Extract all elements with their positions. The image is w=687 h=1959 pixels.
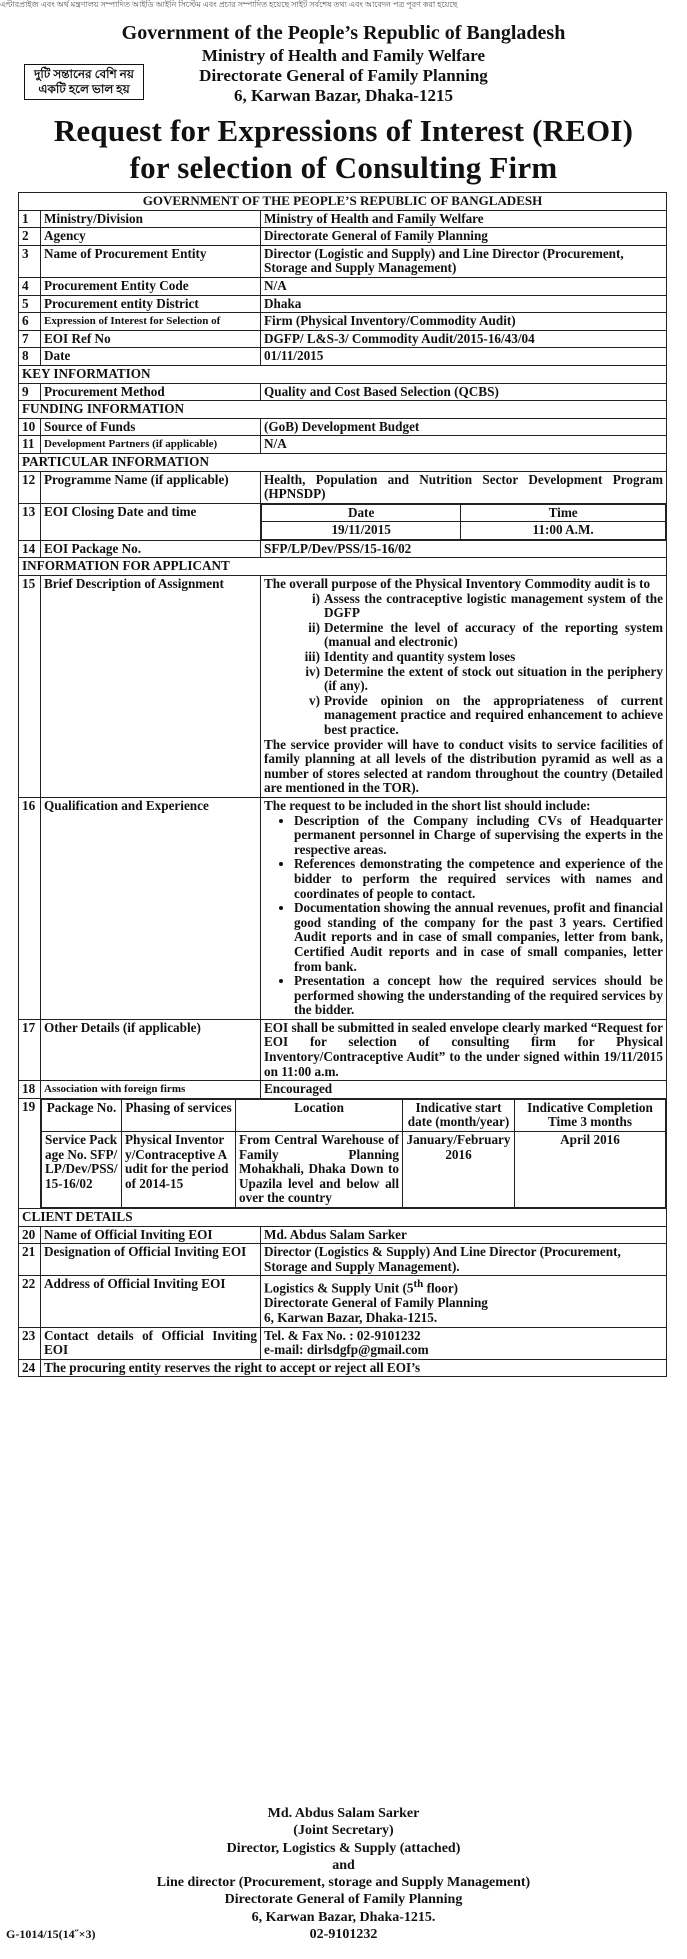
list-item — [309, 692, 663, 738]
row-label: Brief Description of Assignment — [41, 576, 261, 798]
tel-fax: Tel. & Fax No. : 02-9101232 — [264, 1327, 421, 1343]
table-row — [19, 1327, 667, 1359]
start-date-heading: Indicative start date (month/year) — [403, 1099, 515, 1131]
signatory-name: Md. Abdus Salam Sarker — [267, 1806, 420, 1821]
contact-cell — [261, 1327, 667, 1359]
address-line-1-text: Logistics & Supply Unit (5 — [264, 1280, 414, 1296]
row-number: 3 — [19, 245, 41, 277]
slogan-line-1: দুটি সন্তানের বেশি নয় — [34, 67, 134, 81]
phasing-heading: Phasing of services — [122, 1099, 236, 1131]
ministry-name: Ministry of Health and Family Welfare — [201, 46, 486, 65]
row-number: 4 — [19, 277, 41, 295]
list-item-text: Determine the extent of stock out situation in the periphery (if any). — [324, 663, 663, 694]
row-number: 15 — [19, 576, 41, 798]
section-heading: PARTICULAR INFORMATION — [19, 453, 667, 471]
list-item-number: iii) — [304, 649, 320, 665]
list-item — [311, 590, 663, 621]
package-no-heading: Package No. — [42, 1099, 122, 1131]
address-cell — [261, 1276, 667, 1327]
table-row — [19, 330, 667, 348]
row-number: 17 — [19, 1019, 41, 1080]
row-number: 21 — [19, 1244, 41, 1276]
list-item: • Description of the Company including CVs of Headquarter permanent personnel in Charge of supervising the experts in the respective areas. — [294, 814, 663, 858]
address-line-1 — [264, 1277, 663, 1296]
gov-header-cell: GOVERNMENT OF THE PEOPLE’S REPUBLIC OF BANGLADESH — [19, 193, 667, 211]
address-line-1-end: floor) — [423, 1280, 459, 1296]
table-row — [19, 348, 667, 366]
table-row — [19, 313, 667, 331]
assignment-objectives-list — [264, 592, 663, 738]
row-label: Expression of Interest for Selection of — [41, 313, 261, 331]
table-row — [19, 503, 667, 540]
completion-value: April 2016 — [515, 1132, 666, 1208]
row-value: Firm (Physical Inventory/Commodity Audit) — [261, 313, 667, 331]
row-number: 14 — [19, 540, 41, 558]
row-label: EOI Package No. — [41, 540, 261, 558]
row-value: Health, Population and Nutrition Sector Development Program (HPNSDP) — [261, 471, 667, 503]
family-planning-slogan-box — [24, 64, 144, 100]
row-value: N/A — [261, 436, 667, 454]
qualification-intro: The request to be included in the short list should include: — [264, 797, 591, 813]
row-label: Date — [41, 348, 261, 366]
row-number: 9 — [19, 383, 41, 401]
row-label: Source of Funds — [41, 418, 261, 436]
table-row — [19, 295, 667, 313]
section-heading-row — [19, 401, 667, 419]
list-item-number: v) — [309, 692, 320, 708]
email: e-mail: dirlsdgfp@gmail.com — [264, 1342, 429, 1358]
row-value: Directorate General of Family Planning — [261, 228, 667, 246]
row-number: 8 — [19, 348, 41, 366]
top-strip-text: এন্টারপ্রাইজ এবং অর্থ মন্ত্রণালয় সম্পাদিত আইডি আইনি সিস্টেম এবং প্রচার সম্পাদিত হয়েছে সাইট সর্বশেষ তথ্য এবং আবেদন পত্র পূরণ করা হয়েছে — [0, 0, 458, 9]
row-number: 16 — [19, 797, 41, 1019]
table-row — [19, 1019, 667, 1080]
section-heading: FUNDING INFORMATION — [19, 401, 667, 419]
row-value: SFP/LP/Dev/PSS/15-16/02 — [261, 540, 667, 558]
government-name: Government of the People’s Republic of Bangladesh — [121, 22, 566, 44]
location-heading: Location — [236, 1099, 403, 1131]
row-number: 11 — [19, 436, 41, 454]
row-label: Ministry/Division — [41, 210, 261, 228]
row-label: Development Partners (if applicable) — [41, 436, 261, 454]
table-row — [19, 436, 667, 454]
package-no-value: Service Package No. SFP/LP/Dev/PSS/15-16/02 — [42, 1132, 122, 1208]
row-label: Association with foreign firms — [41, 1081, 261, 1099]
floor-superscript: th — [413, 1278, 424, 1291]
assignment-intro: The overall purpose of the Physical Inventory Commodity audit is to — [264, 576, 651, 592]
location-value: From Central Warehouse of Family Planning Mohakhali, Dhaka Down to Upazila level and below all over the country — [236, 1132, 403, 1208]
signatory-rank: (Joint Secretary) — [293, 1823, 394, 1839]
row-value: Director (Logistic and Supply) and Line Director (Procurement, Storage and Supply Management) — [261, 245, 667, 277]
time-heading: Time — [461, 504, 666, 522]
closing-date-time-cell — [261, 503, 667, 540]
row-number: 23 — [19, 1327, 41, 1359]
row-number: 6 — [19, 313, 41, 331]
phasing-value: Physical Inventory/Contraceptive Audit for the period of 2014-15 — [122, 1132, 236, 1208]
row-number: 1 — [19, 210, 41, 228]
section-heading: KEY INFORMATION — [19, 365, 667, 383]
row-value: Ministry of Health and Family Welfare — [261, 210, 667, 228]
table-row — [19, 540, 667, 558]
section-heading: CLIENT DETAILS — [19, 1209, 667, 1227]
row-value: (GoB) Development Budget — [261, 418, 667, 436]
row-value: Quality and Cost Based Selection (QCBS) — [261, 383, 667, 401]
row-value: Director (Logistics & Supply) And Line Director (Procurement, Storage and Supply Management). — [261, 1244, 667, 1276]
table-row — [19, 1359, 667, 1377]
list-item-text: Identity and quantity system loses — [324, 649, 516, 665]
table-row — [19, 1276, 667, 1327]
list-item: • Documentation showing the annual revenues, profit and financial good standing of the company for the past 3 years. Certified Audit reports and in case of small companies, letter from bank, Certified Audit reports and in case of small companies, letter from bank. — [294, 901, 663, 974]
table-row — [19, 1244, 667, 1276]
row-label: Name of Official Inviting EOI — [41, 1226, 261, 1244]
row-number: 22 — [19, 1276, 41, 1327]
row-number: 7 — [19, 330, 41, 348]
directorate-address: 6, Karwan Bazar, Dhaka-1215 — [234, 86, 453, 105]
row-number: 20 — [19, 1226, 41, 1244]
row-label: Procurement entity District — [41, 295, 261, 313]
signatory-designation: Director, Logistics & Supply (attached) — [226, 1840, 461, 1856]
table-row — [19, 576, 667, 798]
table-row — [19, 471, 667, 503]
table-row — [19, 228, 667, 246]
list-item: • References demonstrating the competence and experience of the bidder to perform the required services with names and coordinates of people to contact. — [294, 857, 663, 901]
row-label: Address of Official Inviting EOI — [41, 1276, 261, 1327]
list-item-text: Determine the level of accuracy of the reporting system (manual and electronic) — [324, 619, 663, 650]
row-value: Md. Abdus Salam Sarker — [261, 1226, 667, 1244]
section-heading-row — [19, 1209, 667, 1227]
list-item-text: Provide opinion on the appropriateness of current management practice and required enhancement to achieve best practice. — [324, 692, 663, 737]
table-row — [19, 210, 667, 228]
slogan-line-2: একটি হলে ভাল হয় — [38, 82, 130, 96]
row-label: Agency — [41, 228, 261, 246]
table-row — [19, 1081, 667, 1099]
signatory-address: 6, Karwan Bazar, Dhaka-1215. — [251, 1909, 436, 1925]
completion-heading: Indicative Completion Time 3 months — [515, 1099, 666, 1131]
qualification-cell — [261, 797, 667, 1019]
package-schedule-cell — [41, 1098, 667, 1208]
row-label: Programme Name (if applicable) — [41, 471, 261, 503]
list-item: • Presentation a concept how the required services should be performed showing the understanding of the required services by the bidder. — [294, 974, 663, 1018]
list-item — [305, 663, 663, 694]
row-number: 19 — [19, 1098, 41, 1208]
closing-date-time-table — [261, 504, 666, 540]
section-heading-row — [19, 558, 667, 576]
signatory-and: and — [332, 1857, 355, 1873]
row-number: 13 — [19, 503, 41, 540]
table-row — [19, 797, 667, 1019]
row-label: EOI Closing Date and time — [41, 503, 261, 540]
list-item-text: Assess the contraceptive logistic management system of the DGFP — [324, 590, 663, 621]
list-item-number: i) — [311, 590, 320, 606]
row-value: Encouraged — [261, 1081, 667, 1099]
row-value: DGFP/ L&S-3/ Commodity Audit/2015-16/43/04 — [261, 330, 667, 348]
row-label: Qualification and Experience — [41, 797, 261, 1019]
row-label: Contact details of Official Inviting EOI — [41, 1327, 261, 1359]
table-row — [19, 277, 667, 295]
list-item — [304, 649, 663, 665]
address-line-3: 6, Karwan Bazar, Dhaka-1215. — [264, 1309, 438, 1325]
row-value: 01/11/2015 — [261, 348, 667, 366]
qualification-list — [264, 814, 663, 1018]
row-label: Procurement Entity Code — [41, 277, 261, 295]
section-heading-row — [19, 453, 667, 471]
row-value: Dhaka — [261, 295, 667, 313]
row-label: Procurement Method — [41, 383, 261, 401]
row-number: 12 — [19, 471, 41, 503]
directorate-name: Directorate General of Family Planning — [199, 66, 488, 85]
row-value: N/A — [261, 277, 667, 295]
assignment-outro: The service provider will have to conduct visits to service facilities of family planning at all levels of the distribution pyramid as well as a number of stores selected at random throughout the country (Detailed are mentioned in the TOR). — [264, 736, 663, 796]
reservation-statement: The procuring entity reserves the right to accept or reject all EOI’s — [41, 1359, 667, 1377]
table-header-row — [19, 193, 667, 211]
eoi-details-table — [18, 192, 667, 1377]
table-row — [19, 383, 667, 401]
signatory-designation-2: Line director (Procurement, storage and Supply Management) — [156, 1875, 531, 1891]
row-number: 2 — [19, 228, 41, 246]
list-item — [308, 619, 663, 650]
notice-title — [0, 112, 687, 186]
row-label: Name of Procurement Entity — [41, 245, 261, 277]
notice-title-line-1: Request for Expressions of Interest (REOI) — [53, 113, 634, 148]
row-number: 5 — [19, 295, 41, 313]
signature-block — [0, 1805, 687, 1943]
signatory-phone: 02-9101232 — [309, 1927, 378, 1943]
table-row — [19, 245, 667, 277]
assignment-description-cell — [261, 576, 667, 798]
row-label: Designation of Official Inviting EOI — [41, 1244, 261, 1276]
start-date-value: January/February 2016 — [403, 1132, 515, 1208]
address-line-2: Directorate General of Family Planning — [264, 1295, 488, 1311]
notice-title-line-2: for selection of Consulting Firm — [129, 150, 558, 185]
table-row — [19, 1226, 667, 1244]
section-heading-row — [19, 365, 667, 383]
date-heading: Date — [262, 504, 461, 522]
row-number: 18 — [19, 1081, 41, 1099]
table-row — [19, 1098, 667, 1208]
table-row — [19, 418, 667, 436]
closing-date: 19/11/2015 — [262, 522, 461, 540]
row-number: 10 — [19, 418, 41, 436]
list-item-number: iv) — [305, 663, 320, 679]
row-number: 24 — [19, 1359, 41, 1377]
signatory-office: Directorate General of Family Planning — [224, 1892, 463, 1908]
section-heading: INFORMATION FOR APPLICANT — [19, 558, 667, 576]
closing-time: 11:00 A.M. — [461, 522, 666, 540]
list-item-number: ii) — [308, 619, 320, 635]
publication-code: G-1014/15(14˝×3) — [6, 1927, 96, 1941]
row-label: Other Details (if applicable) — [41, 1019, 261, 1080]
row-value: EOI shall be submitted in sealed envelope clearly marked “Request for EOI for selection of consulting firm for Physical Inventory/Contraceptive Audit” to the under signed within 19/11/2015 on 11:00 a.m. — [261, 1019, 667, 1080]
row-label: EOI Ref No — [41, 330, 261, 348]
package-schedule-table — [41, 1099, 666, 1208]
